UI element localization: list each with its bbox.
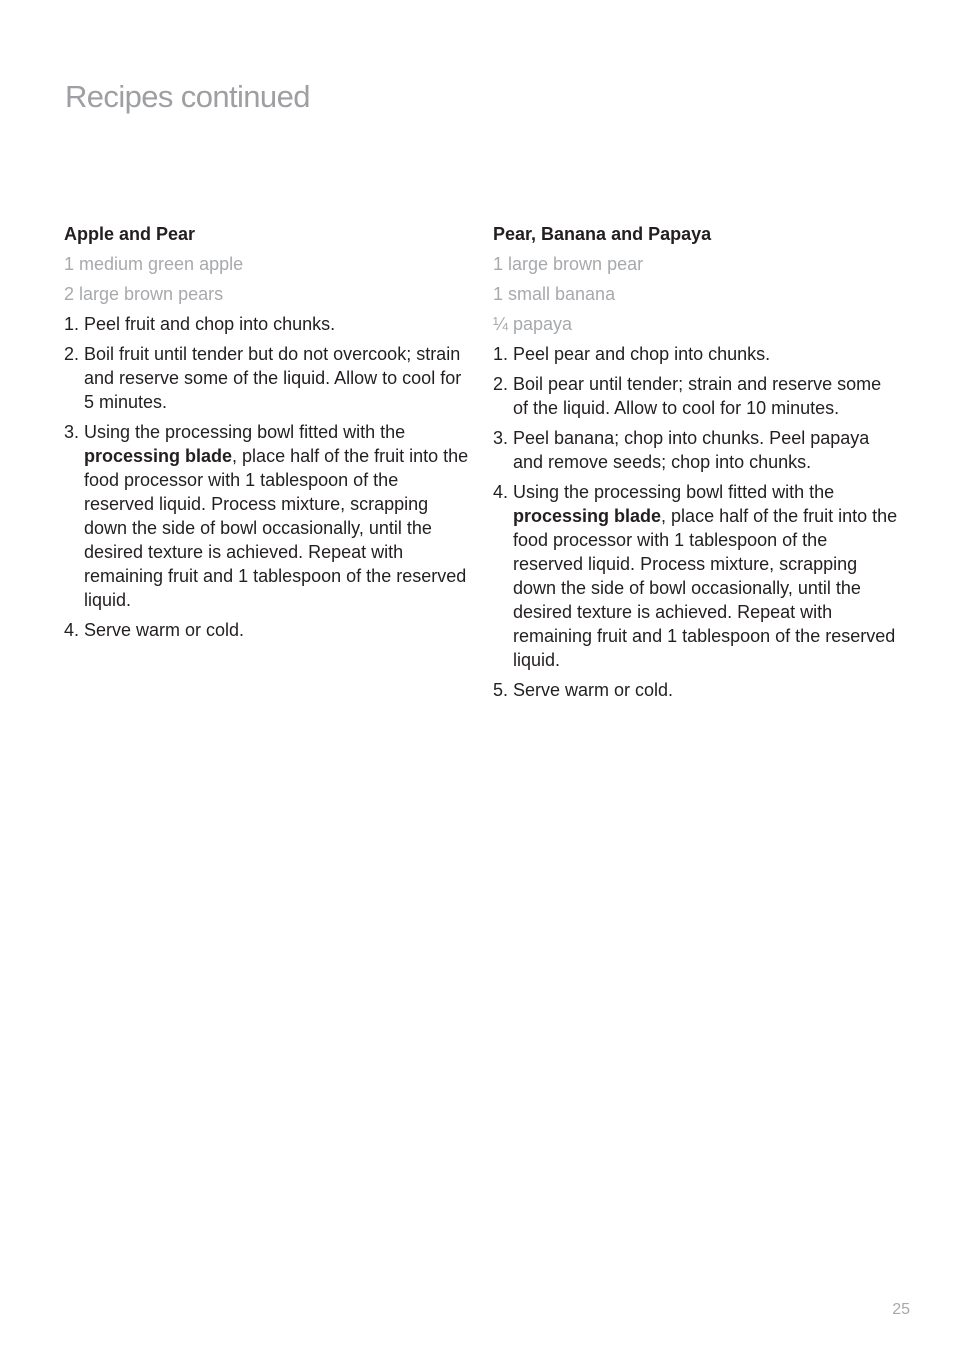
method-steps — [64, 312, 469, 642]
step-number: 1. — [64, 314, 80, 334]
step-number: 5. — [493, 680, 509, 700]
method-step — [493, 480, 898, 672]
step-text: Peel banana; chop into chunks. Peel papaya and remove seeds; chop into chunks. — [513, 428, 870, 472]
method-step — [493, 426, 898, 474]
recipe-pear-banana-papaya — [493, 222, 898, 708]
step-text: Serve warm or cold. — [84, 620, 245, 640]
page-number: 25 — [892, 1301, 910, 1318]
ingredient-item: 2 large brown pears — [64, 284, 224, 304]
ingredient-item: 1 medium green apple — [64, 254, 244, 274]
method-step — [64, 342, 469, 414]
ingredient-list — [64, 252, 469, 306]
recipe-title: Pear, Banana and Papaya — [493, 224, 712, 244]
step-text: Peel pear and chop into chunks. — [513, 344, 771, 364]
ingredient-item: 1 large brown pear — [493, 254, 644, 274]
step-number: 4. — [64, 620, 80, 640]
step-text: Using the processing bowl fitted with the — [513, 482, 835, 502]
step-number: 2. — [64, 344, 80, 364]
ingredient-list — [493, 252, 898, 336]
method-step — [64, 312, 469, 336]
ingredient-item: 1 small banana — [493, 284, 616, 304]
recipe-apple-and-pear — [64, 222, 469, 648]
step-emphasis: processing blade — [84, 446, 233, 466]
step-text: Serve warm or cold. — [513, 680, 674, 700]
step-text: Peel fruit and chop into chunks. — [84, 314, 336, 334]
step-number: 1. — [493, 344, 509, 364]
step-number: 3. — [64, 422, 80, 442]
method-step — [64, 420, 469, 612]
method-steps — [493, 342, 898, 702]
step-emphasis: processing blade — [513, 506, 662, 526]
step-number: 2. — [493, 374, 509, 394]
method-step — [493, 678, 898, 702]
ingredient-item: ¼ papaya — [493, 314, 573, 334]
step-text: Boil fruit until tender but do not overcook; strain and reserve some of the liquid. Allow to cool for 5 minutes. — [84, 344, 462, 412]
step-text: Using the processing bowl fitted with the — [84, 422, 406, 442]
step-number: 4. — [493, 482, 509, 502]
step-text-continued: , place half of the fruit into the food processor with 1 tablespoon of the reserved liquid. Process mixture, scrapping down the side of bowl occasionally, until the desired texture is achieved. Repeat with remaining fruit and 1 tablespoon of the reserved liquid. — [84, 446, 469, 610]
method-step — [493, 342, 898, 366]
recipe-title: Apple and Pear — [64, 224, 196, 244]
method-step — [64, 618, 469, 642]
step-text-continued: , place half of the fruit into the food processor with 1 tablespoon of the reserved liquid. Process mixture, scrapping down the side of bowl occasionally, until the desired texture is achieved. Repeat with remaining fruit and 1 tablespoon of the reserved liquid. — [513, 506, 898, 670]
step-number: 3. — [493, 428, 509, 448]
step-text: Boil pear until tender; strain and reserve some of the liquid. Allow to cool for 10 minutes. — [513, 374, 882, 418]
page-title: Recipes continued — [65, 78, 310, 114]
method-step — [493, 372, 898, 420]
